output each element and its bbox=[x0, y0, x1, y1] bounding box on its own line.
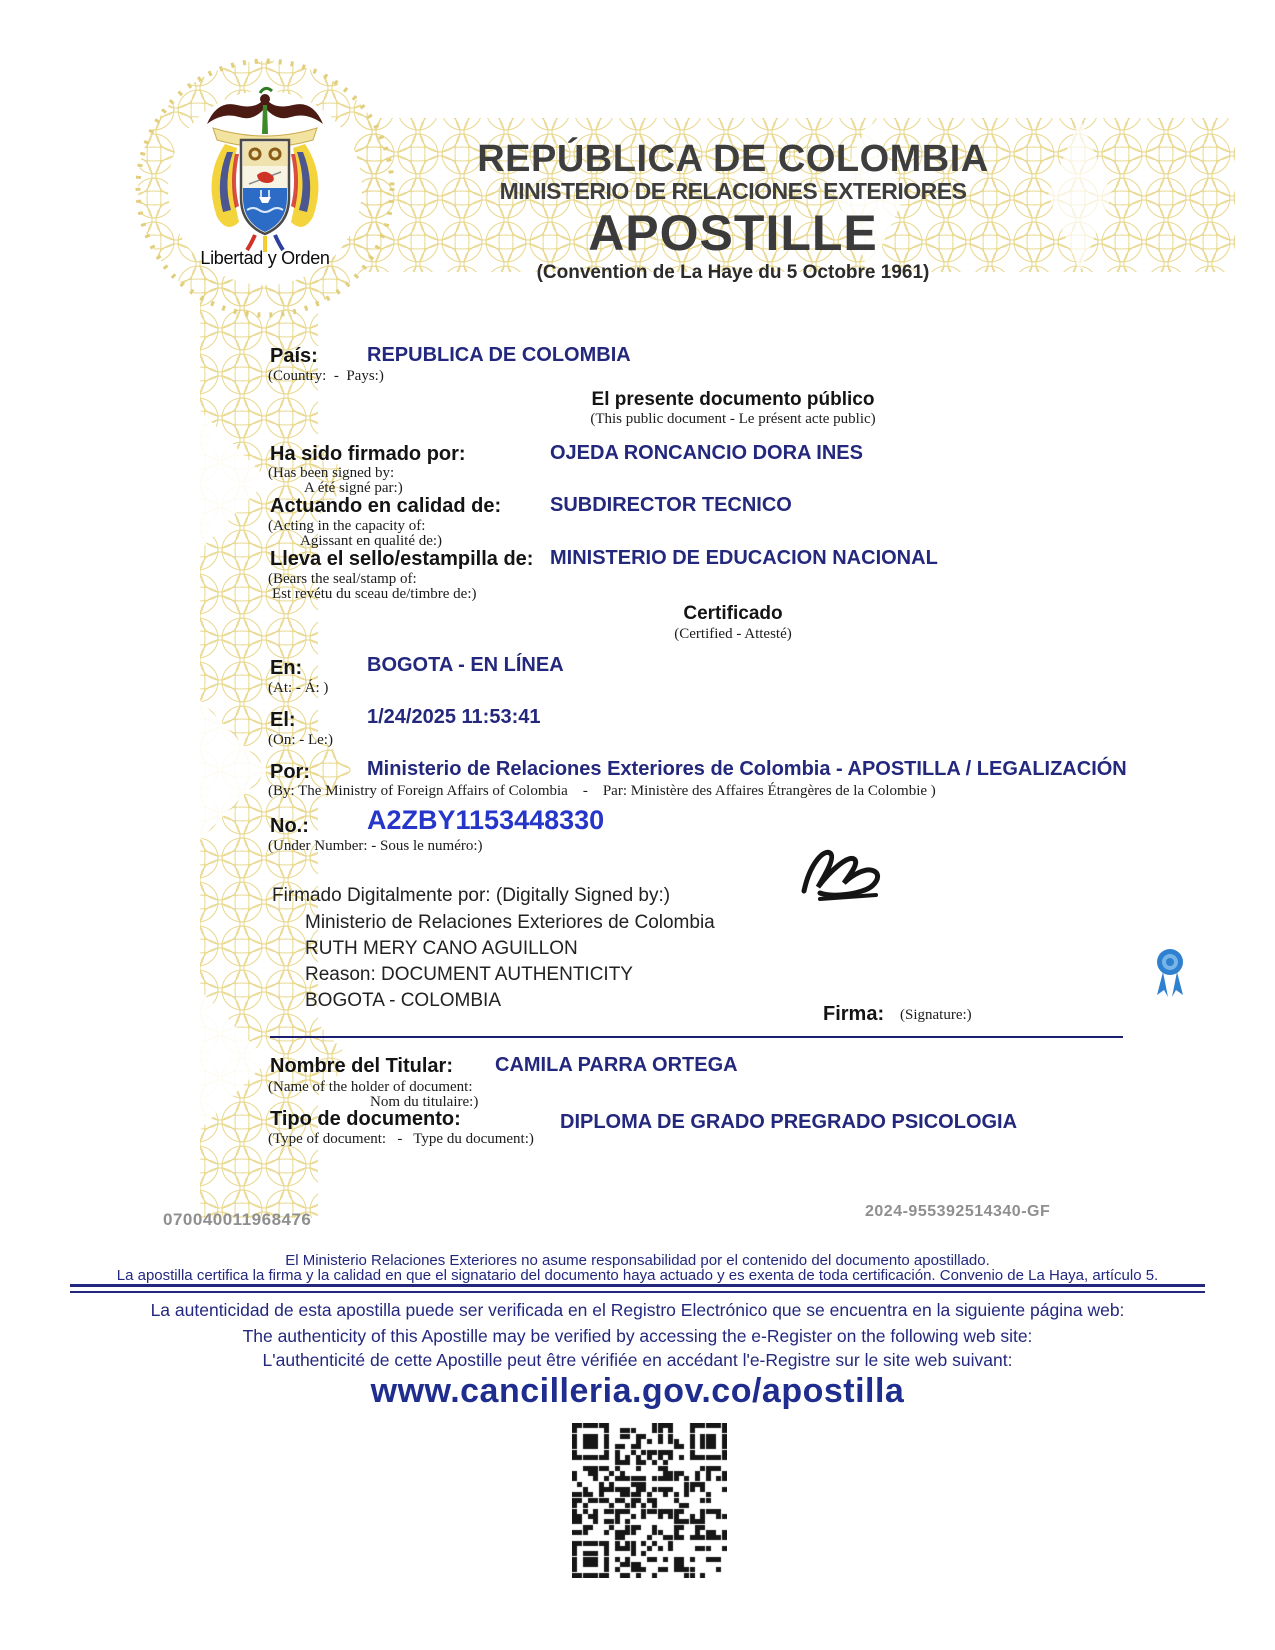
disclaimer-line-1: El Ministerio Relaciones Exteriores no asume responsabilidad por el contenido del documento apostillado. bbox=[285, 1252, 990, 1269]
qr-code bbox=[572, 1423, 727, 1578]
field-value-calidad: SUBDIRECTOR TECNICO bbox=[550, 494, 792, 516]
certificado-title: Certificado bbox=[683, 603, 783, 624]
present-document-sub: (This public document - Le présent acte public) bbox=[590, 411, 876, 427]
field-value-sello: MINISTERIO DE EDUCACION NACIONAL bbox=[550, 547, 938, 569]
digital-signature-line: Reason: DOCUMENT AUTHENTICITY bbox=[305, 964, 633, 985]
signature-divider bbox=[270, 1036, 1123, 1038]
verification-url[interactable]: www.cancilleria.gov.co/apostilla bbox=[370, 1372, 905, 1410]
field-label-por: Por: bbox=[270, 761, 310, 783]
field-value-en: BOGOTA - EN LÍNEA bbox=[367, 654, 564, 676]
field-label-no: No.: bbox=[270, 815, 309, 837]
field-sub1-sello: (Bears the seal/stamp of: bbox=[268, 571, 417, 587]
footer-divider bbox=[70, 1284, 1205, 1293]
digital-signature-line: RUTH MERY CANO AGUILLON bbox=[305, 938, 578, 959]
holder-name-label: Nombre del Titular: bbox=[270, 1055, 453, 1077]
field-sub1-calidad: (Acting in the capacity of: bbox=[268, 518, 426, 534]
field-value-firmado: OJEDA RONCANCIO DORA INES bbox=[550, 442, 863, 464]
holder-type-sub: (Type of document: - Type du document:) bbox=[268, 1131, 534, 1147]
field-sub-por: (By: The Ministry of Foreign Affairs of Colombia - Par: Ministère des Affaires Étrangères de la Colombie ) bbox=[268, 783, 936, 799]
field-sub-el: (On: - Le:) bbox=[268, 732, 333, 748]
field-label-calidad: Actuando en calidad de: bbox=[270, 495, 502, 517]
field-label-el: El: bbox=[270, 709, 296, 731]
header-country: REPÚBLICA DE COLOMBIA bbox=[477, 138, 989, 180]
field-label-pais: País: bbox=[270, 345, 318, 367]
field-sub-en: (At: - Á: ) bbox=[268, 680, 329, 696]
holder-type-label: Tipo de documento: bbox=[270, 1108, 461, 1130]
reference-number-left: 070040011968476 bbox=[163, 1210, 312, 1229]
present-document-title: El presente documento público bbox=[591, 389, 875, 410]
handwritten-signature-icon bbox=[790, 843, 905, 905]
blue-award-ribbon-icon bbox=[1150, 945, 1190, 1000]
field-label-sello: Lleva el sello/estampilla de: bbox=[270, 548, 534, 570]
digital-signature-title: Firmado Digitalmente por: (Digitally Signed by:) bbox=[272, 885, 671, 906]
header-convention: (Convention de La Haye du 5 Octobre 1961) bbox=[536, 262, 930, 283]
digital-signature-line: BOGOTA - COLOMBIA bbox=[305, 990, 502, 1011]
digital-signature-line: Ministerio de Relaciones Exteriores de Colombia bbox=[305, 912, 715, 933]
disclaimer-line-2: La apostilla certifica la firma y la calidad en que el signatario del documento haya actuado y es exenta de toda certificación. Convenio de La Haya, artículo 5. bbox=[116, 1267, 1159, 1284]
firma-sub: (Signature:) bbox=[900, 1007, 972, 1023]
field-value-pais: REPUBLICA DE COLOMBIA bbox=[367, 344, 631, 366]
verify-text-fr: L'authenticité de cette Apostille peut être vérifiée en accédant l'e-Registre sur le site web suivant: bbox=[262, 1350, 1013, 1370]
field-value-por: Ministerio de Relaciones Exteriores de Colombia - APOSTILLA / LEGALIZACIÓN bbox=[367, 758, 1127, 780]
header-title: APOSTILLE bbox=[588, 205, 878, 261]
certificado-sub: (Certified - Attesté) bbox=[674, 626, 792, 642]
field-label-en: En: bbox=[270, 657, 303, 679]
field-sub2-firmado: A été signé par:) bbox=[304, 480, 403, 496]
field-label-firmado: Ha sido firmado por: bbox=[270, 443, 466, 465]
holder-name-value: CAMILA PARRA ORTEGA bbox=[495, 1054, 738, 1076]
field-value-el: 1/24/2025 11:53:41 bbox=[367, 706, 541, 728]
field-sub-pais: (Country: - Pays:) bbox=[268, 368, 384, 384]
field-sub2-calidad: Agissant en qualité de:) bbox=[300, 533, 443, 549]
reference-number-right: 2024-955392514340-GF bbox=[865, 1203, 1051, 1220]
field-sub-no: (Under Number: - Sous le numéro:) bbox=[268, 838, 483, 854]
seal-motto: Libertad y Orden bbox=[200, 248, 330, 268]
field-sub1-firmado: (Has been signed by: bbox=[268, 465, 395, 481]
verify-text-es: La autenticidad de esta apostilla puede ser verificada en el Registro Electrónico que se encuentra en la siguiente página web: bbox=[150, 1300, 1125, 1320]
field-sub2-sello: Est revétu du sceau de/timbre de:) bbox=[272, 586, 477, 602]
holder-type-value: DIPLOMA DE GRADO PREGRADO PSICOLOGIA bbox=[560, 1111, 1018, 1133]
verify-text-en: The authenticity of this Apostille may be verified by accessing the e-Register on the following web site: bbox=[242, 1326, 1033, 1346]
field-value-no: A2ZBY1153448330 bbox=[367, 805, 605, 835]
holder-name-sub2: Nom du titulaire:) bbox=[370, 1094, 479, 1110]
holder-name-sub1: (Name of the holder of document: bbox=[268, 1079, 473, 1095]
firma-label: Firma: bbox=[823, 1003, 885, 1025]
header-ministry: MINISTERIO DE RELACIONES EXTERIORES bbox=[499, 178, 967, 204]
